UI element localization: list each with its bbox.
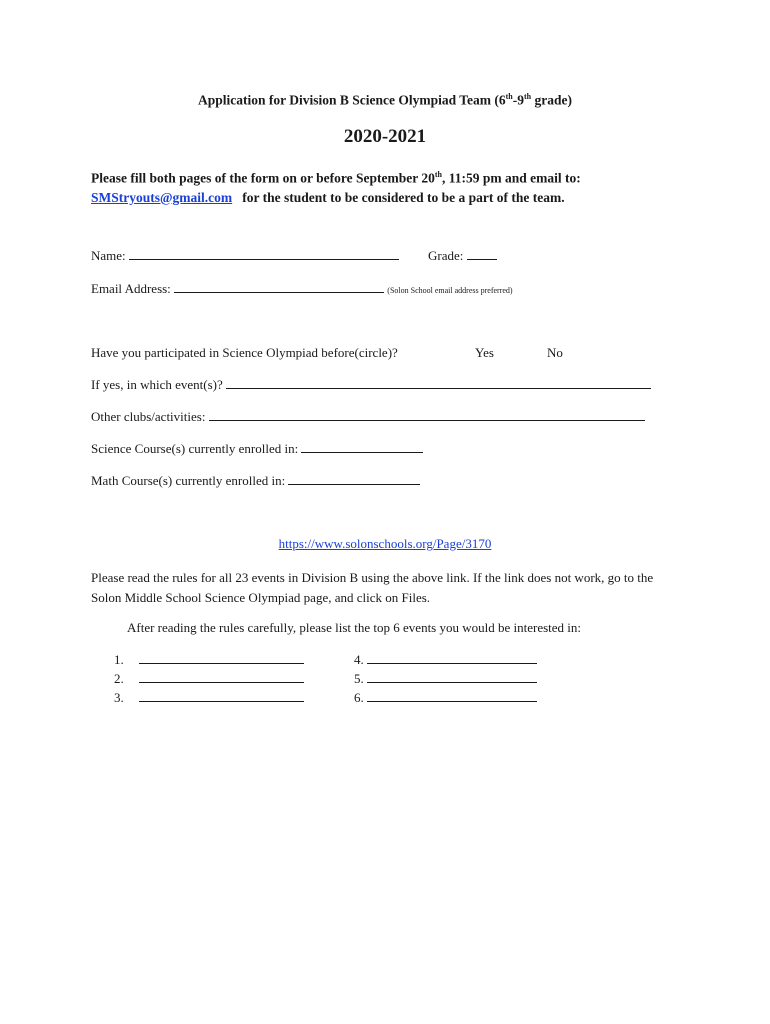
event-field[interactable]: [367, 652, 537, 664]
instructions-text: , 11:59 pm and email to:: [441, 170, 581, 186]
name-row: [91, 248, 399, 264]
event-field[interactable]: [139, 671, 304, 683]
event-field[interactable]: [367, 690, 537, 702]
instructions-text: for the student to be considered to be a part of the team.: [242, 189, 565, 205]
no-option[interactable]: No: [547, 345, 563, 360]
which-events-label: If yes, in which event(s)?: [91, 377, 223, 392]
email-link[interactable]: SMStryouts@gmail.com: [91, 189, 233, 205]
event-item-3: [114, 690, 304, 706]
email-label: Email Address:: [91, 281, 171, 296]
instructions-text: Please fill both pages of the form on or before September 20: [91, 170, 435, 186]
event-number: 1.: [114, 652, 124, 667]
math-label: Math Course(s) currently enrolled in:: [91, 473, 286, 488]
email-row: [91, 281, 513, 297]
instructions-superscript: th: [434, 170, 442, 179]
grade-label: Grade:: [428, 248, 464, 263]
title-superscript: th: [505, 92, 513, 101]
science-row: [91, 441, 423, 457]
event-number: 5.: [354, 671, 364, 686]
grade-field[interactable]: [467, 248, 497, 260]
email-note: (Solon School email address preferred): [387, 286, 513, 295]
event-item-6: [354, 690, 537, 706]
after-reading-text: After reading the rules carefully, please list the top 6 events you would be interested in:: [127, 620, 582, 635]
event-number: 4.: [354, 652, 364, 667]
yes-option[interactable]: Yes: [475, 345, 494, 360]
science-label: Science Course(s) currently enrolled in:: [91, 441, 299, 456]
event-field[interactable]: [139, 652, 304, 664]
math-row: [91, 473, 420, 489]
form-title: [0, 92, 770, 109]
title-superscript: th: [524, 92, 532, 101]
event-item-4: [354, 652, 537, 668]
event-number: 3.: [114, 690, 124, 705]
instructions: [91, 165, 691, 207]
title-text: grade): [531, 92, 573, 108]
event-field[interactable]: [367, 671, 537, 683]
which-events-row: [91, 377, 651, 393]
other-clubs-row: [91, 409, 645, 425]
other-clubs-label: Other clubs/activities:: [91, 409, 206, 424]
which-events-field[interactable]: [226, 377, 651, 389]
event-number: 2.: [114, 671, 124, 686]
event-item-5: [354, 671, 537, 687]
name-field[interactable]: [129, 248, 399, 260]
participated-label: Have you participated in Science Olympiad before(circle)?: [91, 345, 398, 360]
event-number: 6.: [354, 690, 364, 705]
event-field[interactable]: [139, 690, 304, 702]
event-item-2: [114, 671, 304, 687]
rules-paragraph: Please read the rules for all 23 events in Division B using the above link. If the link does not work, go to the Solon Middle School Science Olympiad page, and click on Files.: [91, 570, 654, 605]
other-clubs-field[interactable]: [209, 409, 645, 421]
grade-row: [428, 248, 497, 264]
title-text: -9: [512, 92, 525, 108]
email-field[interactable]: [174, 281, 384, 293]
rules-link[interactable]: https://www.solonschools.org/Page/3170: [278, 536, 492, 551]
school-year: 2020-2021: [343, 126, 427, 147]
name-label: Name:: [91, 248, 126, 263]
event-item-1: [114, 652, 304, 668]
science-field[interactable]: [301, 441, 423, 453]
math-field[interactable]: [288, 473, 420, 485]
title-text: Application for Division B Science Olympiad Team (6: [197, 92, 506, 108]
